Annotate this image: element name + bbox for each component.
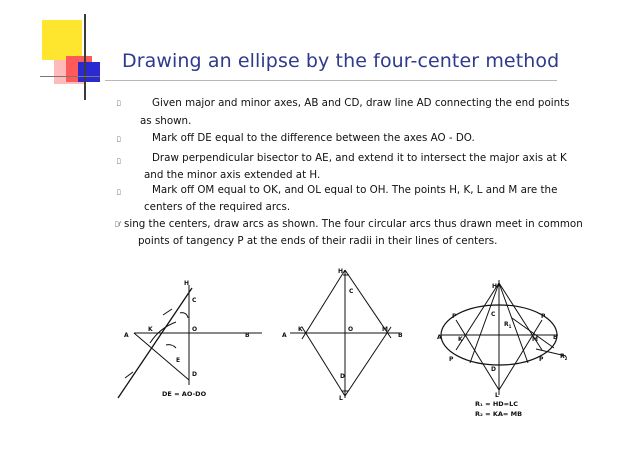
label-m: M (532, 336, 538, 343)
diagram-3 (437, 280, 568, 418)
label-d: D (340, 373, 345, 380)
label-m: M (382, 326, 388, 333)
bullet-3-line-2: and the minor axis extended at H. (144, 169, 321, 181)
label-d: D (491, 366, 496, 373)
label-r1 (504, 321, 512, 329)
rhombus-side (345, 327, 391, 396)
label-r2-subscript: 2 (564, 356, 568, 361)
label-o: O (192, 326, 198, 333)
label-a: A (437, 334, 442, 341)
label-r1-subscript: 1 (508, 324, 512, 329)
label-k: K (148, 326, 153, 333)
label-p: P (449, 356, 454, 363)
label-k: K (458, 336, 463, 343)
diagram-1-caption: DE = AO-DO (162, 390, 207, 398)
rhombus-side (302, 270, 345, 339)
bullet-5-line-1: sing the centers, draw arcs as shown. The four circular arcs thus drawn meet in common (124, 218, 583, 230)
label-b: B (245, 332, 250, 339)
slide-title: Drawing an ellipse by the four-center method (122, 50, 560, 72)
label-a: A (282, 332, 287, 339)
label-e: E (176, 357, 181, 364)
radius-line (512, 318, 554, 348)
label-o: O (348, 326, 354, 333)
bullet-4-line-2: centers of the required arcs. (144, 201, 291, 213)
diagram-3-caption-r2: R₂ = KA= MB (475, 410, 523, 418)
label-b: B (553, 334, 558, 341)
label-r2 (560, 353, 568, 361)
label-p: P (539, 356, 544, 363)
label-b: B (398, 332, 403, 339)
label-p: P (452, 313, 457, 320)
label-c: C (192, 297, 197, 304)
bullet-2-line-1: Mark off DE equal to the difference between the axes AO - DO. (152, 132, 475, 144)
bullet-marker: ŕ (115, 221, 118, 228)
label-a: A (124, 332, 129, 339)
label-d: D (192, 371, 197, 378)
label-r2-letter: R (560, 353, 565, 360)
diagram-2 (282, 268, 403, 402)
label-c: C (349, 288, 354, 295)
label-h: H (184, 280, 190, 287)
label-l: L (339, 395, 343, 402)
perpendicular-bisector (118, 288, 192, 398)
bullet-1-line-1: Given major and minor axes, AB and CD, draw line AD connecting the end points (152, 97, 570, 109)
label-h: H (492, 283, 498, 290)
line-ad (134, 333, 189, 380)
center-line (499, 320, 542, 390)
rhombus-side (302, 327, 345, 396)
bullet-5-line-2: points of tangency P at the ends of their radii in their lines of centers. (138, 235, 498, 247)
arc (180, 313, 188, 318)
bullet-1-line-2: as shown. (140, 115, 192, 127)
bullet-3-line-1: Draw perpendicular bisector to AE, and extend it to intersect the major axis at K (152, 152, 567, 164)
radius-line (470, 283, 499, 363)
label-h: H (338, 268, 344, 275)
tick-mark (163, 309, 172, 315)
center-line (456, 320, 499, 390)
arc (166, 345, 176, 348)
diagram-1 (118, 280, 262, 398)
label-l: L (495, 392, 499, 399)
label-r1-letter: R (504, 321, 509, 328)
label-p: P (541, 313, 546, 320)
label-c: C (491, 311, 496, 318)
bullet-4-line-1: Mark off OM equal to OK, and OL equal to OH. The points H, K, L and M are the (152, 184, 558, 196)
diagram-3-caption-r1: R₁ = HD=LC (475, 400, 519, 408)
label-k: K (298, 326, 303, 333)
